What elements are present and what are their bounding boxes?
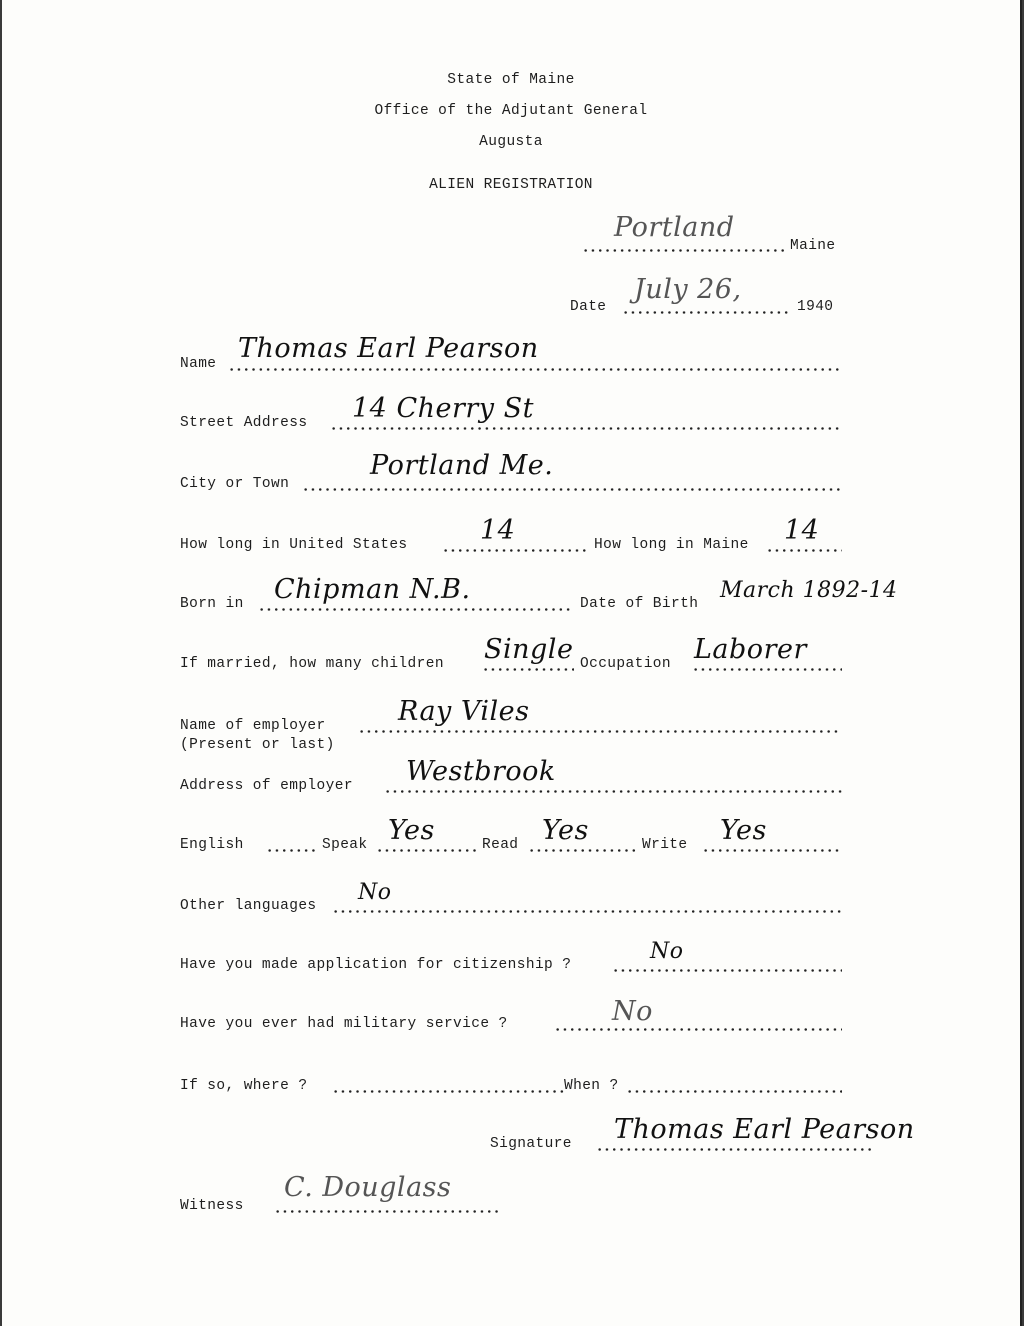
dob-handwritten: March 1892-14 bbox=[720, 578, 898, 603]
witness-label: Witness bbox=[180, 1198, 244, 1214]
signature-dots bbox=[596, 1148, 872, 1151]
english-speak-dots bbox=[376, 849, 480, 852]
how-long-me-handwritten: 14 bbox=[784, 515, 820, 546]
place-dots bbox=[582, 249, 788, 252]
military-label: Have you ever had military service ? bbox=[180, 1016, 508, 1032]
military-dots bbox=[554, 1028, 842, 1031]
where-dots bbox=[332, 1090, 564, 1093]
place-suffix: Maine bbox=[790, 238, 836, 254]
signature-label: Signature bbox=[490, 1136, 572, 1152]
employer-sublabel: (Present or last) bbox=[180, 737, 335, 753]
employer-handwritten: Ray Viles bbox=[398, 696, 530, 727]
english-read-label: Read bbox=[482, 837, 519, 853]
where-label: If so, where ? bbox=[180, 1078, 308, 1094]
date-label: Date bbox=[570, 299, 607, 315]
header-city: Augusta bbox=[479, 134, 543, 150]
employer-label: Name of employer bbox=[180, 718, 326, 734]
employer-address-dots bbox=[384, 790, 842, 793]
name-dots bbox=[228, 368, 842, 371]
citizenship-dots bbox=[612, 969, 842, 972]
occupation-dots bbox=[692, 668, 842, 671]
occupation-handwritten: Laborer bbox=[694, 634, 807, 665]
children-handwritten: Single bbox=[484, 634, 574, 665]
born-handwritten: Chipman N.B. bbox=[274, 574, 471, 605]
registration-form-page bbox=[2, 0, 1022, 1326]
english-speak-handwritten: Yes bbox=[388, 815, 435, 846]
city-dots bbox=[302, 488, 842, 491]
how-long-us-dots bbox=[442, 549, 590, 552]
english-write-label: Write bbox=[642, 837, 688, 853]
english-speak-label: Speak bbox=[322, 837, 368, 853]
witness-handwritten: C. Douglass bbox=[284, 1172, 452, 1203]
street-dots bbox=[330, 427, 842, 430]
how-long-us-handwritten: 14 bbox=[480, 515, 516, 546]
english-dots bbox=[266, 849, 318, 852]
header-office: Office of the Adjutant General bbox=[374, 103, 648, 119]
city-label: City or Town bbox=[180, 476, 290, 492]
when-label: When ? bbox=[564, 1078, 619, 1094]
english-write-dots bbox=[702, 849, 842, 852]
english-read-dots bbox=[528, 849, 638, 852]
name-label: Name bbox=[180, 356, 217, 372]
witness-dots bbox=[274, 1210, 500, 1213]
how-long-us-label: How long in United States bbox=[180, 537, 408, 553]
street-label: Street Address bbox=[180, 415, 308, 431]
other-languages-dots bbox=[332, 910, 842, 913]
header-state: State of Maine bbox=[447, 72, 575, 88]
english-read-handwritten: Yes bbox=[542, 815, 589, 846]
citizenship-handwritten: No bbox=[650, 939, 684, 964]
occupation-label: Occupation bbox=[580, 656, 672, 672]
born-dots bbox=[258, 608, 574, 611]
form-title: ALIEN REGISTRATION bbox=[429, 177, 593, 193]
how-long-me-dots bbox=[766, 549, 842, 552]
date-year: 1940 bbox=[797, 299, 834, 315]
how-long-me-label: How long in Maine bbox=[594, 537, 749, 553]
other-languages-handwritten: No bbox=[358, 880, 392, 905]
other-languages-label: Other languages bbox=[180, 898, 317, 914]
employer-address-handwritten: Westbrook bbox=[406, 756, 556, 787]
employer-dots bbox=[358, 730, 842, 733]
children-label: If married, how many children bbox=[180, 656, 444, 672]
english-write-handwritten: Yes bbox=[720, 815, 767, 846]
employer-address-label: Address of employer bbox=[180, 778, 353, 794]
date-handwritten: July 26, bbox=[634, 274, 742, 305]
place-handwritten: Portland bbox=[614, 212, 735, 243]
english-label: English bbox=[180, 837, 244, 853]
when-dots bbox=[626, 1090, 842, 1093]
name-handwritten: Thomas Earl Pearson bbox=[238, 333, 539, 364]
military-handwritten: No bbox=[612, 996, 653, 1027]
children-dots bbox=[482, 668, 574, 671]
city-handwritten: Portland Me. bbox=[370, 450, 554, 481]
street-handwritten: 14 Cherry St bbox=[352, 393, 534, 424]
signature-handwritten: Thomas Earl Pearson bbox=[614, 1114, 915, 1145]
born-label: Born in bbox=[180, 596, 244, 612]
date-dots bbox=[622, 311, 792, 314]
dob-label: Date of Birth bbox=[580, 596, 699, 612]
citizenship-label: Have you made application for citizenship ? bbox=[180, 957, 572, 973]
